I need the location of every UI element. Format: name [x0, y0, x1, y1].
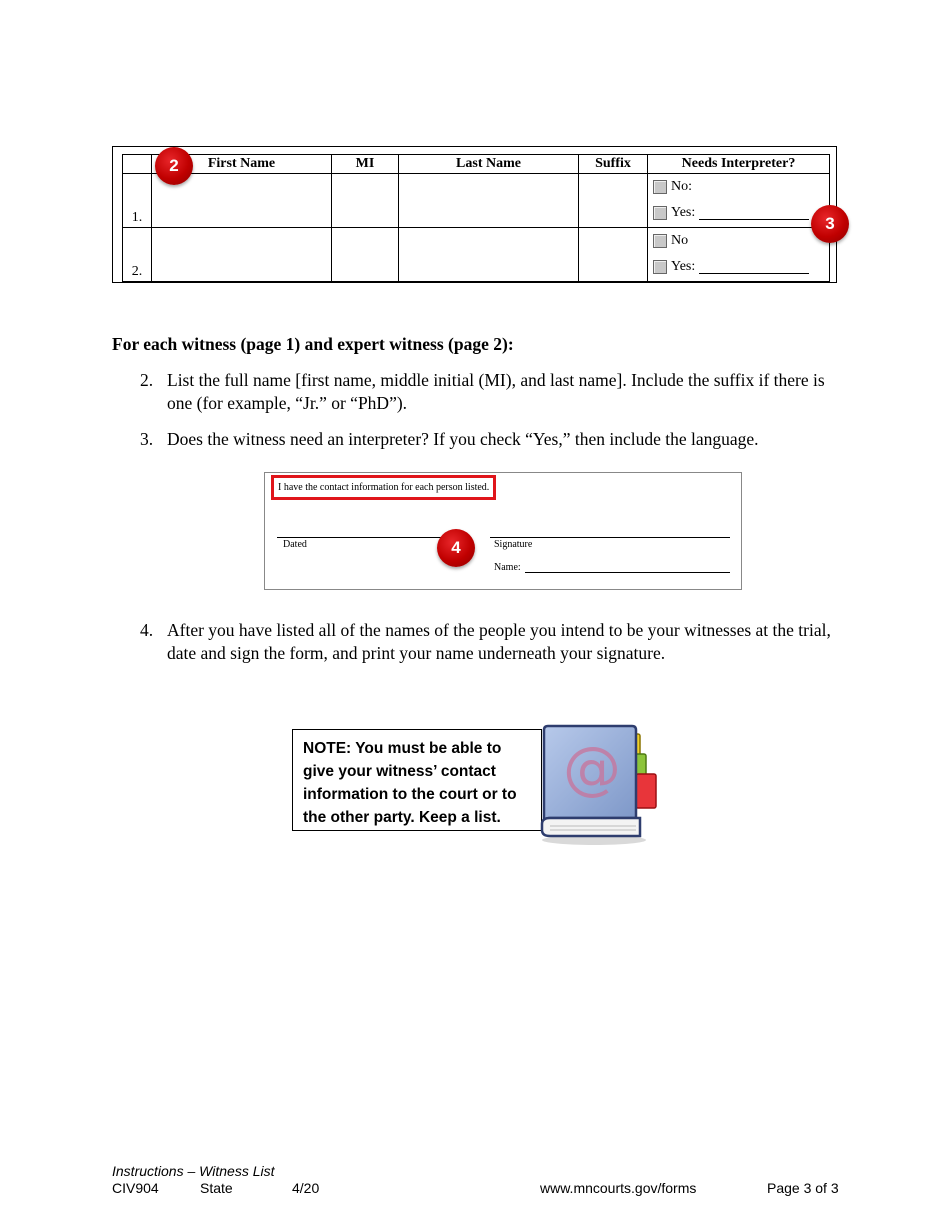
row-number: 1.	[123, 174, 152, 228]
interpreter-cell	[648, 174, 830, 228]
item-text: After you have listed all of the names of the people you intend to be your witnesses at the trial, date and sign the form, and print your name underneath your signature.	[167, 620, 831, 663]
table-row	[123, 174, 830, 228]
item-number: 4.	[140, 620, 154, 640]
name-line	[525, 572, 730, 573]
section-heading: For each witness (page 1) and expert witness (page 2):	[112, 334, 514, 354]
table-row	[123, 228, 830, 282]
last-name-cell	[399, 228, 579, 282]
name-label: Name:	[494, 562, 521, 573]
table-header-row	[123, 155, 830, 174]
checkbox-icon	[653, 206, 667, 220]
item-number: 2.	[140, 370, 154, 390]
mi-cell	[332, 228, 399, 282]
checkbox-icon	[653, 180, 667, 194]
item-text: List the full name [first name, middle initial (MI), and last name]. Include the suffix if there is one (for example, “Jr.” or “PhD”).	[167, 370, 825, 413]
signature-label: Signature	[494, 539, 533, 550]
header-needs-interpreter: Needs Interpreter?	[648, 155, 830, 174]
dated-line	[277, 537, 442, 538]
row-number: 2.	[123, 228, 152, 282]
item-text: Does the witness need an interpreter? If you check “Yes,” then include the language.	[167, 429, 759, 449]
footer-url: www.mncourts.gov/forms	[540, 1180, 697, 1196]
contact-info-statement: I have the contact information for each person listed.	[271, 475, 496, 500]
checkbox-icon	[653, 234, 667, 248]
suffix-cell	[579, 174, 648, 228]
first-name-cell	[152, 228, 332, 282]
header-suffix: Suffix	[579, 155, 648, 174]
signature-box-example	[264, 472, 742, 590]
callout-badge-2: 2	[155, 147, 193, 185]
address-book-icon	[536, 722, 660, 846]
footer-state: State	[200, 1180, 233, 1196]
yes-label: Yes:	[671, 259, 696, 274]
no-label: No	[671, 233, 689, 248]
mi-cell	[332, 174, 399, 228]
dated-label: Dated	[283, 539, 307, 550]
callout-badge-3: 3	[811, 205, 849, 243]
header-number	[123, 155, 152, 174]
header-first-name: First Name	[152, 155, 332, 174]
language-line	[699, 261, 809, 274]
footer-doc-title: Instructions – Witness List	[112, 1163, 275, 1179]
item-number: 3.	[140, 429, 154, 449]
footer-form-code: CIV904	[112, 1180, 159, 1196]
footer-date: 4/20	[292, 1180, 320, 1196]
callout-badge-4: 4	[437, 529, 475, 567]
interpreter-cell	[648, 228, 830, 282]
svg-text:@: @	[563, 734, 621, 802]
yes-label: Yes:	[671, 205, 696, 220]
suffix-cell	[579, 228, 648, 282]
header-last-name: Last Name	[399, 155, 579, 174]
signature-line	[490, 537, 730, 538]
checkbox-icon	[653, 260, 667, 274]
no-label: No:	[671, 179, 692, 194]
last-name-cell	[399, 174, 579, 228]
footer-page: Page 3 of 3	[767, 1180, 839, 1196]
witness-table-example	[112, 146, 837, 283]
header-mi: MI	[332, 155, 399, 174]
language-line	[699, 207, 809, 220]
note-box: NOTE: You must be able to give your witness’ contact information to the court or to the other party. Keep a list.	[292, 729, 542, 831]
